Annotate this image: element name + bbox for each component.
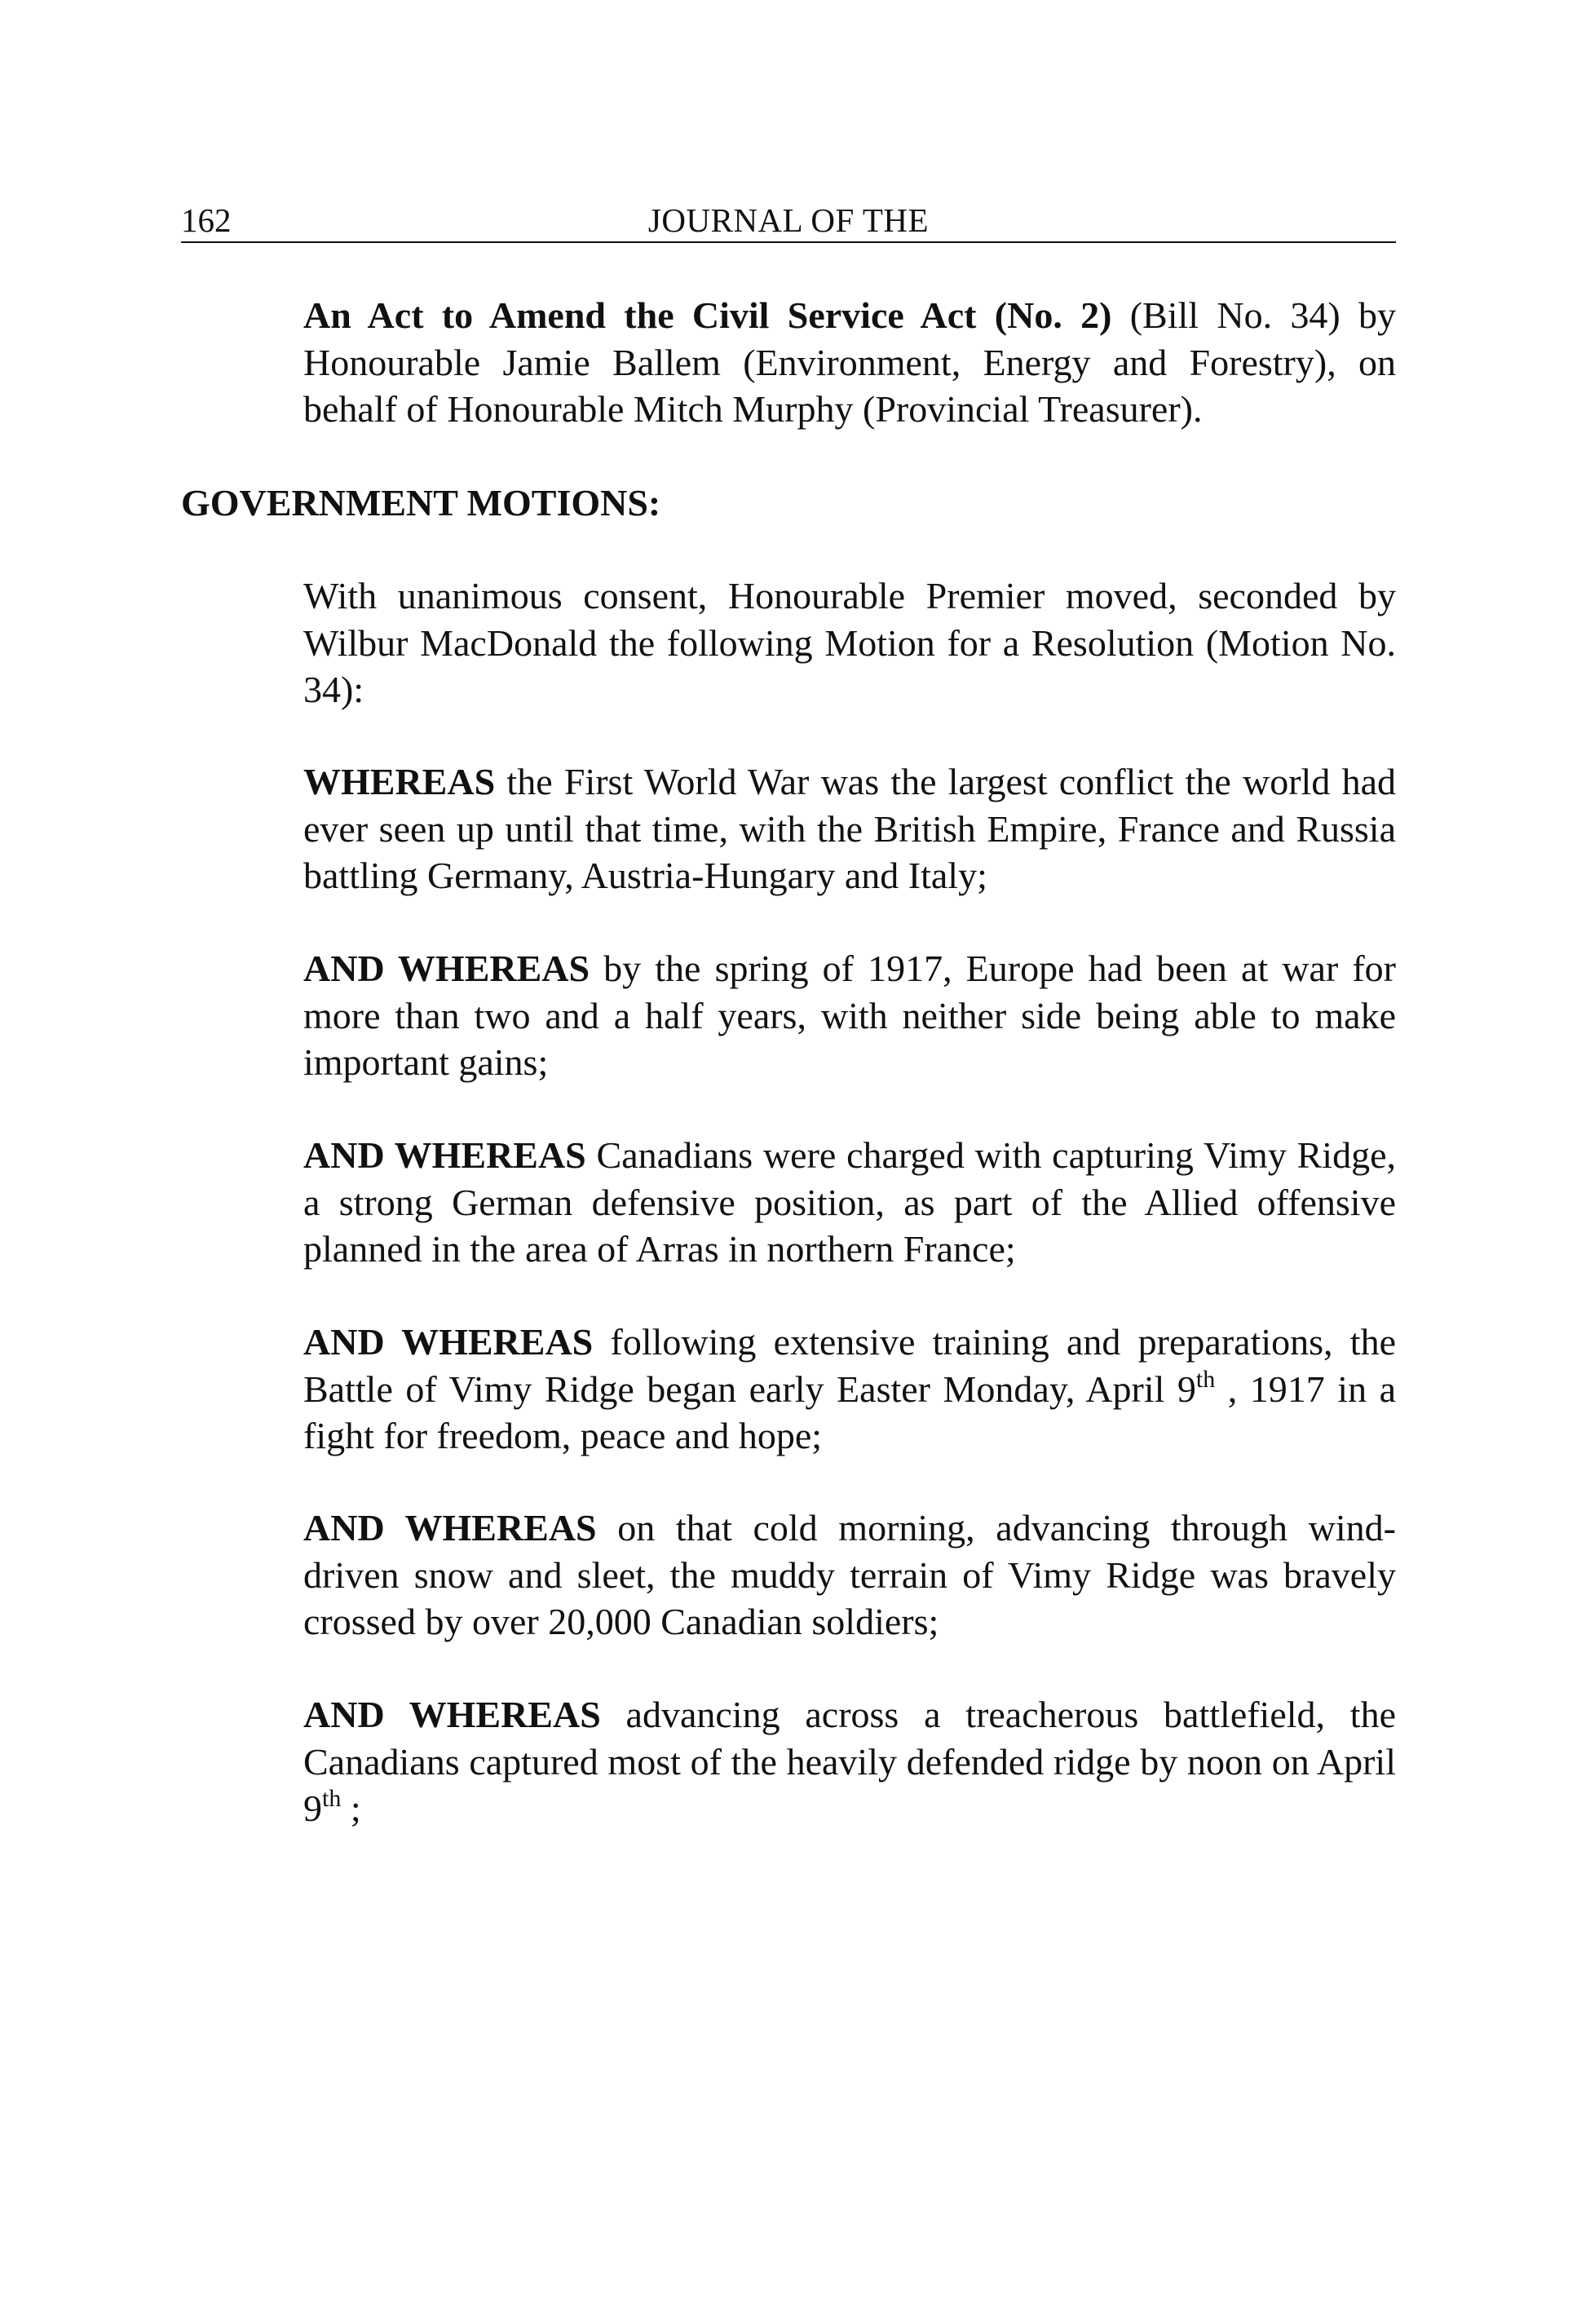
clause-text: following extensive training and preparations, the Battle of Vimy Ridge began early Easter Monday, April 9: [303, 1321, 1396, 1410]
running-head: JOURNAL OF THE: [647, 201, 930, 239]
clause-text: the First World War was the largest conflict the world had ever seen up until that time, with the British Empire, France and Russia battling Germany, Austria-Hungary and Italy;: [303, 761, 1396, 896]
clause-lead: AND WHEREAS: [303, 1694, 601, 1735]
clause-lead: AND WHEREAS: [303, 1321, 594, 1363]
clause-lead: WHEREAS: [303, 761, 496, 802]
motion-intro: With unanimous consent, Honourable Premier moved, seconded by Wilbur MacDonald the following Motion for a Resolution (Motion No. 34):: [303, 575, 1396, 710]
bill-text: (Bill No. 34) by Honourable Jamie Ballem (Environment, Energy and Forestry), on behalf of Honourable Mitch Murphy (Provincial Treasurer).: [303, 294, 1396, 430]
page-header: [181, 199, 1396, 243]
ordinal-suffix: th: [322, 1785, 342, 1812]
ordinal-suffix: th: [1195, 1365, 1216, 1393]
clause-lead: AND WHEREAS: [303, 948, 590, 989]
clause-lead: AND WHEREAS: [303, 1134, 586, 1176]
bill-paragraph: [303, 292, 1396, 433]
page-number: 162: [181, 201, 232, 239]
clause-text: by the spring of 1917, Europe had been at war for more than two and a half years, with neither side being able to make important gains;: [303, 948, 1397, 1083]
clause-text: ;: [341, 1787, 361, 1829]
clause-text: advancing across a treacherous battlefield, the Canadians captured most of the heavily defended ridge by noon on April 9: [303, 1694, 1396, 1829]
clause-lead: AND WHEREAS: [303, 1507, 597, 1549]
section-heading: GOVERNMENT MOTIONS:: [181, 482, 661, 524]
bill-title: An Act to Amend the Civil Service Act (No. 2): [303, 294, 1112, 336]
clause-paragraph: [303, 758, 1396, 899]
clause-paragraph: [303, 1132, 1396, 1273]
clause-paragraph: [303, 1691, 1396, 1832]
clause-paragraph: [303, 1504, 1396, 1646]
clause-text: Canadians were charged with capturing Vimy Ridge, a strong German defensive position, as part of the Allied offensive planned in the area of Arras in northern France;: [303, 1134, 1396, 1270]
clause-paragraph: [303, 945, 1396, 1086]
clause-text: , 1917 in a fight for freedom, peace and hope;: [303, 1367, 1396, 1456]
clause-text: on that cold morning, advancing through wind-driven snow and sleet, the muddy terrain of Vimy Ridge was bravely crossed by over 20,000 Canadian soldiers;: [303, 1507, 1396, 1642]
clause-paragraph: [303, 1319, 1396, 1460]
